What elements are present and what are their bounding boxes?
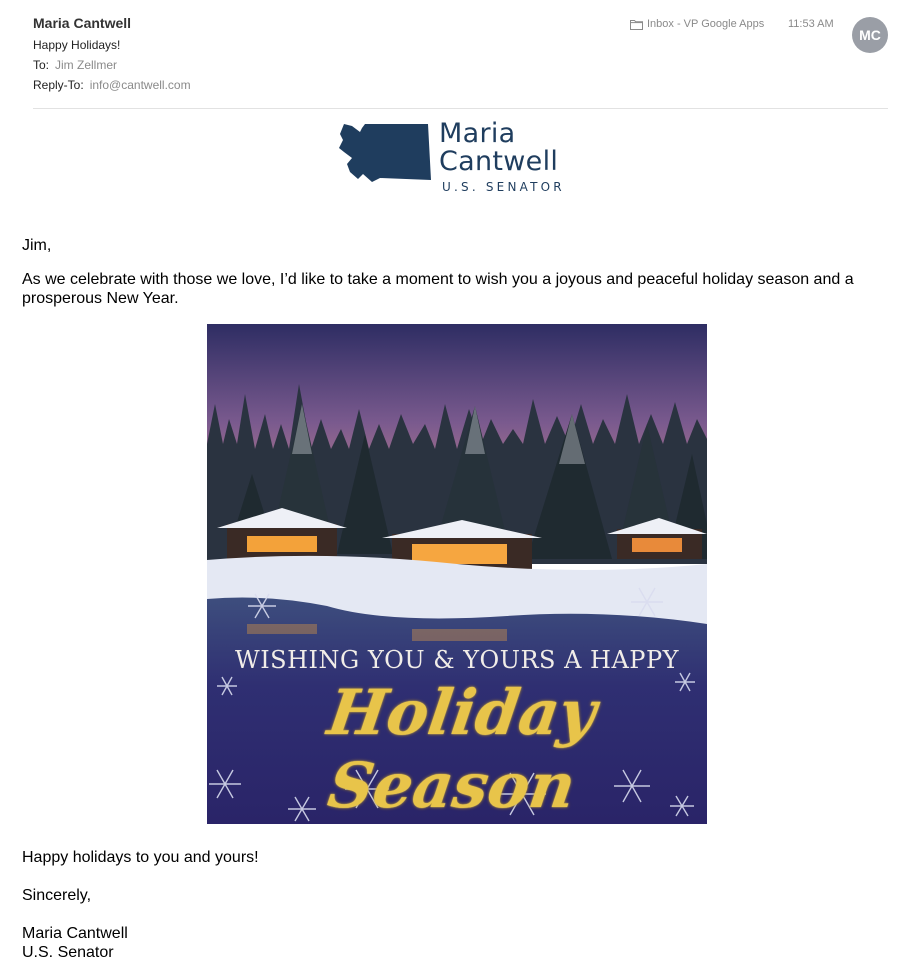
- folder-icon: [630, 19, 643, 30]
- closing-line: Happy holidays to you and yours!: [22, 849, 259, 866]
- logo-subtitle: U.S. SENATOR: [442, 180, 565, 194]
- card-headline: Holiday Season: [323, 676, 601, 822]
- reply-to-address[interactable]: info@cantwell.com: [89, 78, 191, 92]
- to-label: To:: [33, 58, 50, 72]
- signature-name: Maria Cantwell: [22, 925, 128, 942]
- message-subject: Happy Holidays!: [33, 38, 121, 52]
- greeting: Jim,: [22, 237, 52, 254]
- message-paragraph: As we celebrate with those we love, I’d like to take a moment to wish you a joyous and peaceful holiday season and a prosperous New Year.: [22, 271, 854, 307]
- holiday-card-image: [207, 324, 707, 824]
- reply-to-label: Reply-To:: [33, 78, 84, 92]
- mailbox-location[interactable]: [630, 18, 764, 30]
- sender-name[interactable]: Maria Cantwell: [33, 15, 132, 31]
- avatar[interactable]: MC: [852, 17, 888, 53]
- card-greeting-line: WISHING YOU & YOURS A HAPPY: [235, 646, 679, 674]
- received-time: 11:53 AM: [788, 18, 834, 30]
- mailbox-label: Inbox - VP Google Apps: [647, 18, 765, 30]
- senator-logo[interactable]: [338, 120, 588, 200]
- to-row: [33, 58, 117, 72]
- washington-state-icon: [338, 122, 434, 184]
- logo-name: [439, 120, 558, 176]
- logo-first-name: Maria: [439, 118, 516, 149]
- message-header: [0, 0, 908, 110]
- to-recipient[interactable]: Jim Zellmer: [55, 58, 118, 72]
- signature-title: U.S. Senator: [22, 944, 114, 961]
- reply-to-row: [33, 78, 191, 92]
- sign-off: Sincerely,: [22, 887, 92, 904]
- logo-last-name: Cantwell: [439, 146, 559, 177]
- header-divider: [33, 108, 888, 109]
